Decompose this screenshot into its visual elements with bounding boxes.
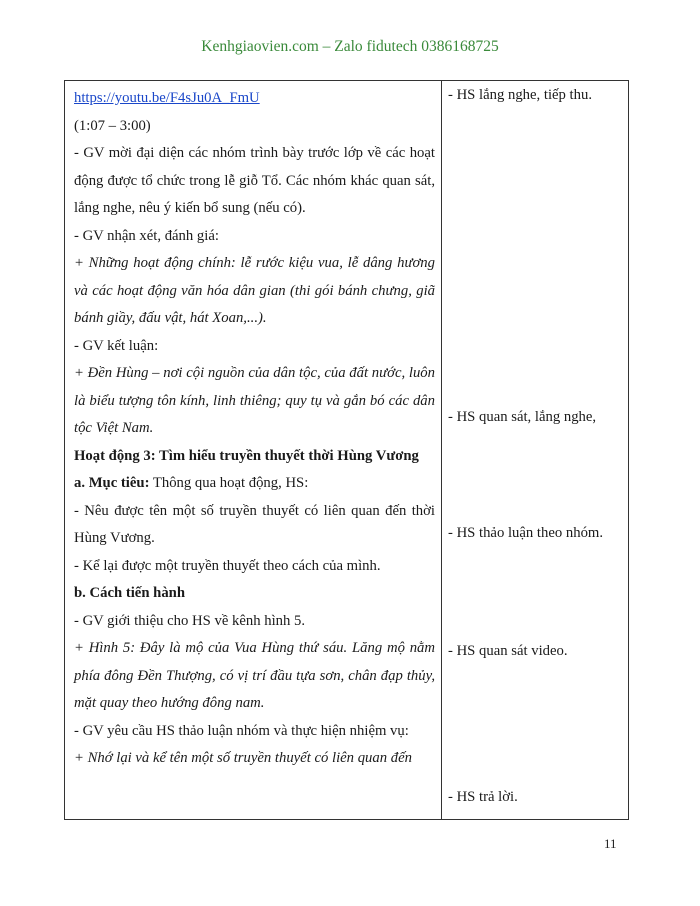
teacher-activities-column: [74, 85, 435, 773]
page-header: Kenhgiaovien.com – Zalo fidutech 0386168725: [201, 38, 499, 55]
procedure-heading: b. Cách tiến hành: [74, 585, 186, 601]
lesson-table: [64, 80, 629, 820]
paragraph-den-hung: + Đền Hùng – nơi cội nguồn của dân tộc, của đất nước, luôn là biểu tượng tôn kính, linh thiêng; quy tụ và gắn bó các dân tộc Việt Nam.: [74, 365, 435, 436]
page-number: 11: [604, 836, 617, 851]
student-activities-column: [444, 81, 624, 819]
goal-label: a. Mục tiêu:: [74, 475, 150, 491]
youtube-link[interactable]: https://youtu.be/F4sJu0A_FmU: [74, 90, 260, 106]
paragraph-recall-legends: + Nhớ lại và kể tên một số truyền thuyết có liên quan đến: [74, 750, 412, 766]
student-response-discuss: - HS thảo luận theo nhóm.: [448, 525, 604, 541]
paragraph-evaluate: - GV nhận xét, đánh giá:: [74, 227, 219, 244]
activity-3-heading: Hoạt động 3: Tìm hiểu truyền thuyết thời Hùng Vương: [74, 447, 419, 464]
paragraph-introduce-image: - GV giới thiệu cho HS về kênh hình 5.: [74, 612, 306, 629]
student-response-answer: - HS trả lời.: [448, 789, 518, 805]
student-response-video: - HS quan sát video.: [448, 643, 568, 659]
goal-line: [74, 470, 435, 498]
paragraph-group-task: - GV yêu cầu HS thảo luận nhóm và thực hiện nhiệm vụ:: [74, 722, 409, 739]
student-response-listen: - HS lắng nghe, tiếp thu.: [448, 87, 592, 103]
paragraph-conclusion: - GV kết luận:: [74, 337, 159, 354]
goal-text: Thông qua hoạt động, HS:: [149, 475, 309, 491]
video-timestamp: (1:07 – 3:00): [74, 117, 151, 134]
paragraph-present-groups: - GV mời đại diện các nhóm trình bày trước lớp về các hoạt động được tổ chức trong lễ giỗ Tổ. Các nhóm khác quan sát, lắng nghe, nêu ý kiến bổ sung (nếu có).: [74, 145, 435, 216]
paragraph-image-5: + Hình 5: Đây là mộ của Vua Hùng thứ sáu. Lăng mộ nằm phía đông Đền Thượng, có vị trí đầu tựa sơn, chân đạp thủy, mặt quay theo hướng đông nam.: [74, 640, 435, 711]
student-response-observe: - HS quan sát, lắng nghe,: [448, 409, 597, 425]
paragraph-main-activities: + Những hoạt động chính: lễ rước kiệu vua, lễ dâng hương và các hoạt động văn hóa dân gian (thi gói bánh chưng, giã bánh giầy, đấu vật, hát Xoan,...).: [74, 255, 435, 326]
column-divider: [441, 81, 442, 819]
paragraph-name-legends: - Nêu được tên một số truyền thuyết có liên quan đến thời Hùng Vương.: [74, 502, 435, 546]
paragraph-retell-legend: - Kể lại được một truyền thuyết theo cách của mình.: [74, 557, 381, 574]
